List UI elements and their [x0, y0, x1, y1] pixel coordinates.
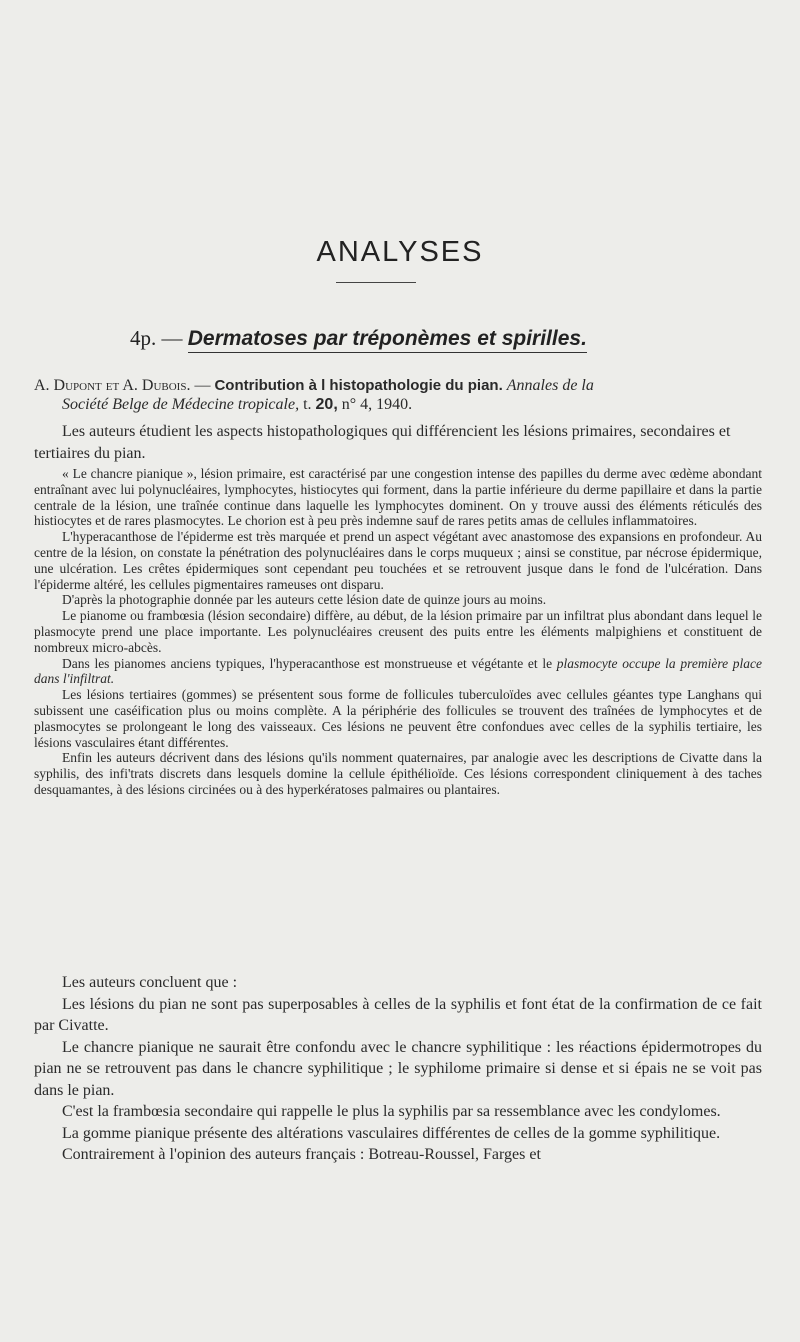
paragraph-pianome: Le pianome ou frambœsia (lésion secondaire) diffère, au début, de la lésion primaire par un infiltrat plus abondant dans lequel le plasmocyte prend une place importante. Les polynucléaires creusent des puits entre les éléments malpighiens et constituent de nombreux micro-abcès. — [34, 608, 762, 655]
bibliographic-reference — [34, 376, 762, 414]
reference-volume-prefix: t. — [303, 396, 312, 413]
paragraph-pianomes-anciens — [34, 656, 762, 688]
section-title — [130, 326, 640, 351]
paragraph-hyperacanthose: L'hyperacanthose de l'épiderme est très marquée et prend un aspect végétant avec anastomose des expansions en profondeur. Au centre de la lésion, on constate la pénétration des polynucléaires dans le corps muqueux ; ainsi se constitue, par nécrose épidermique, une ulcération. Les crêtes épidermiques sont cependant peu touchées et se retrouvent jusque dans le fond de l'ulcération. Dans l'épiderme altéré, les cellules pigmentaires rameuses ont disparu. — [34, 529, 762, 592]
reference-authors: A. Dupont et A. Dubois. — — [34, 377, 211, 394]
conclusion-section — [34, 972, 762, 1166]
page-heading: ANALYSES — [316, 236, 484, 268]
small-print-section — [34, 466, 762, 798]
paragraph-quaternaires: Enfin les auteurs décrivent dans des lésions qu'ils nomment quaternaires, par analogie avec les descriptions de Civatte dans la syphilis, des infi'trats discrets dans lesquels domine la cellule épithélioïde. Ces lésions correspondent cliniquement à des taches desquamantes, à des lésions circinées ou à des hyperkératoses palmaires ou plantaires. — [34, 750, 762, 797]
paragraph-photographie: D'après la photographie donnée par les auteurs cette lésion date de quinze jours au moins. — [62, 592, 547, 608]
paragraph-superposables: Les lésions du pian ne sont pas superposables à celles de la syphilis et font état de la confirmation de ce fait par Civatte. — [34, 995, 762, 1034]
reference-volume: 20, — [315, 396, 338, 413]
paragraph-gomme: La gomme pianique présente des altérations vasculaires différentes de celles de la gomme syphilitique. — [62, 1124, 721, 1142]
paragraph-lesions-tertiaires: Les lésions tertiaires (gommes) se présentent sous forme de follicules tuberculoïdes avec cellules géantes type Langhans qui subissent une caséification plus ou moins complète. A la périphérie des follicules se trouvent des traînées de lymphocytes et de plasmocytes se prolongeant le long des vaisseaux. Ces lésions ne peuvent être confondues avec celles de la syphilis tertiaire, les lésions vasculaires étant différentes. — [34, 687, 762, 750]
section-label: Dermatoses par tréponèmes et spirilles. — [188, 327, 587, 353]
p5-text: Dans les pianomes anciens typiques, l'hyperacanthose est monstrueuse et végétante et le — [62, 655, 553, 671]
paragraph-chancre-pianique: Le chancre pianique ne saurait être confondu avec le chancre syphilitique : les réactions épidermotropes du pian ne se retrouvent pas dans le chancre syphilitique ; le syphilome primaire si dense et si épais ne se voit pas dans le pian. — [34, 1038, 762, 1099]
paragraph-concluent: Les auteurs concluent que : — [62, 974, 238, 991]
reference-journal-1: Annales de la — [506, 377, 594, 394]
section-number: 4p. — — [130, 326, 183, 350]
p5-italic-text: plasmocyte occupe la première place dans l'infiltrat. — [34, 655, 762, 687]
paragraph-contrairement: Contrairement à l'opinion des auteurs français : Botreau-Roussel, Farges et — [62, 1146, 541, 1163]
reference-issue: n° 4, 1940. — [341, 396, 413, 413]
paragraph-framboesia: C'est la frambœsia secondaire qui rappelle le plus la syphilis par sa ressemblance avec les condylomes. — [62, 1103, 721, 1120]
heading-rule — [336, 282, 416, 283]
intro-paragraph: Les auteurs étudient les aspects histopathologiques qui différencient les lésions primaires, secondaires et tertiaires du pian. — [34, 423, 731, 462]
paragraph-chancre: « Le chancre pianique », lésion primaire, est caractérisé par une congestion intense des papilles du derme avec œdème abondant entraînant avec lui polynucléaires, lymphocytes, histiocytes qui forment, dans la partie inférieure du derme papillaire et dans la partie centrale de la lésion, une traînée continue dans laquelle les lymphocytes dominent. On y trouve aussi des éléments réticulés des histiocytes et de rares plasmocytes. Le chorion est à peu près indemne sauf de rares petits amas de cellules inflammatoires. — [34, 466, 762, 529]
reference-journal-2: Société Belge de Médecine tropicale, — [62, 396, 300, 413]
reference-title: Contribution à l histopathologie du pian. — [214, 377, 503, 394]
